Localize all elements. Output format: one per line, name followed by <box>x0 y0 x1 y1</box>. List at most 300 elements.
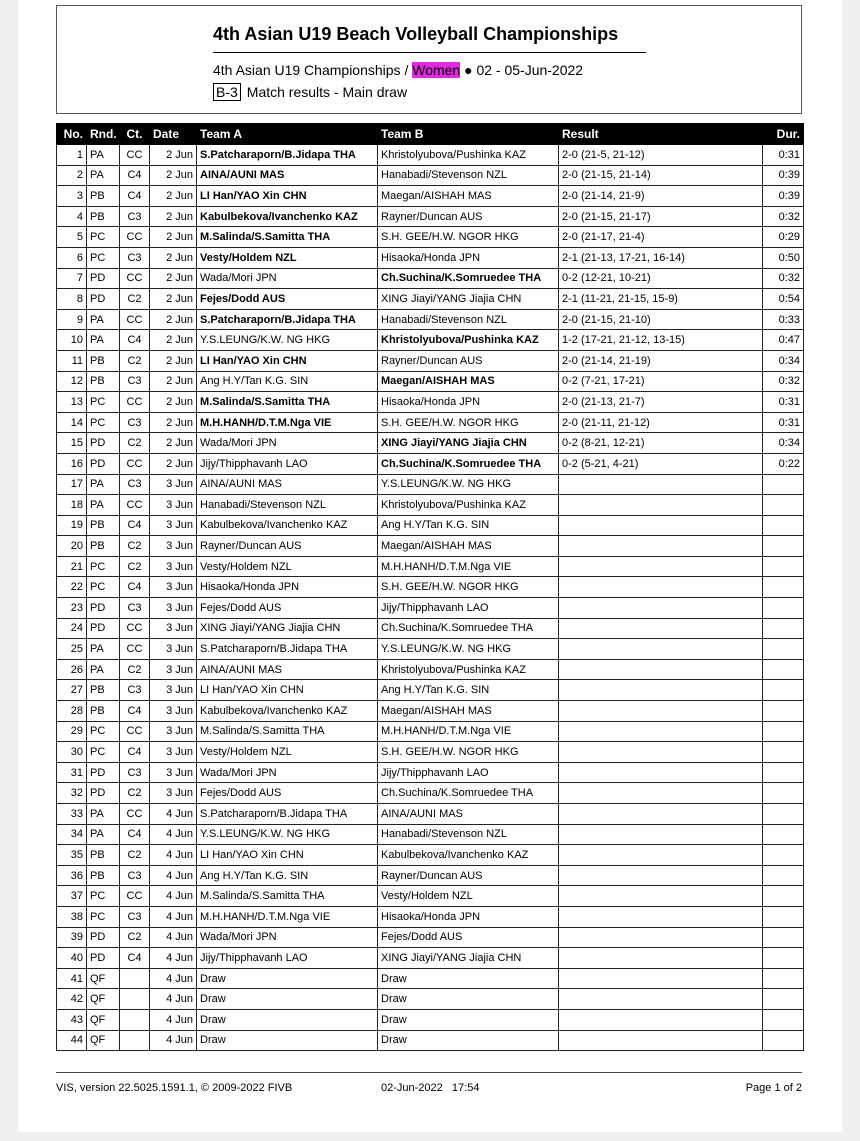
result-cell: 2-0 (21-15, 21-14) <box>559 165 763 186</box>
team-a-cell: Hanabadi/Stevenson NZL <box>197 495 378 516</box>
duration-cell: 0:32 <box>763 371 804 392</box>
duration-cell <box>763 886 804 907</box>
table-row <box>57 371 804 392</box>
result-cell <box>559 639 763 660</box>
match-date-cell: 4 Jun <box>150 865 197 886</box>
team-b-cell: Maegan/AISHAH MAS <box>378 536 559 557</box>
team-b-cell: AINA/AUNI MAS <box>378 804 559 825</box>
duration-cell <box>763 906 804 927</box>
duration-cell <box>763 989 804 1010</box>
team-b-cell: S.H. GEE/H.W. NGOR HKG <box>378 227 559 248</box>
match-number-cell: 5 <box>57 227 87 248</box>
round-cell: PC <box>87 742 120 763</box>
table-row <box>57 495 804 516</box>
team-b-cell: Hisaoka/Honda JPN <box>378 392 559 413</box>
table-row <box>57 433 804 454</box>
match-number-cell: 38 <box>57 906 87 927</box>
court-cell: C4 <box>120 824 150 845</box>
result-cell: 2-0 (21-5, 21-12) <box>559 145 763 166</box>
duration-cell <box>763 536 804 557</box>
table-row <box>57 145 804 166</box>
column-header-round: Rnd. <box>87 124 120 145</box>
team-a-cell: M.Salinda/S.Samitta THA <box>197 886 378 907</box>
round-cell: PC <box>87 721 120 742</box>
court-cell: CC <box>120 453 150 474</box>
court-cell: CC <box>120 618 150 639</box>
table-row <box>57 783 804 804</box>
team-a-cell: LI Han/YAO Xin CHN <box>197 350 378 371</box>
result-cell <box>559 783 763 804</box>
duration-cell <box>763 824 804 845</box>
match-date-cell: 3 Jun <box>150 536 197 557</box>
team-b-cell: Y.S.LEUNG/K.W. NG HKG <box>378 639 559 660</box>
team-b-cell: Hanabadi/Stevenson NZL <box>378 165 559 186</box>
team-b-cell: Y.S.LEUNG/K.W. NG HKG <box>378 474 559 495</box>
result-cell: 2-0 (21-11, 21-12) <box>559 412 763 433</box>
table-row <box>57 186 804 207</box>
team-b-cell: Jijy/Thipphavanh LAO <box>378 762 559 783</box>
result-cell <box>559 742 763 763</box>
table-row <box>57 886 804 907</box>
match-number-cell: 13 <box>57 392 87 413</box>
court-cell: C3 <box>120 680 150 701</box>
court-cell: C2 <box>120 845 150 866</box>
table-row <box>57 474 804 495</box>
table-row <box>57 845 804 866</box>
duration-cell <box>763 762 804 783</box>
result-cell <box>559 721 763 742</box>
match-date-cell: 4 Jun <box>150 1030 197 1051</box>
table-row <box>57 762 804 783</box>
team-a-cell: Ang H.Y/Tan K.G. SIN <box>197 865 378 886</box>
team-b-cell: Maegan/AISHAH MAS <box>378 186 559 207</box>
round-cell: PB <box>87 206 120 227</box>
table-row <box>57 268 804 289</box>
result-cell: 2-0 (21-14, 21-19) <box>559 350 763 371</box>
duration-cell: 0:31 <box>763 412 804 433</box>
round-cell: PB <box>87 865 120 886</box>
duration-cell <box>763 618 804 639</box>
match-number-cell: 4 <box>57 206 87 227</box>
round-cell: PB <box>87 845 120 866</box>
match-number-cell: 14 <box>57 412 87 433</box>
match-number-cell: 21 <box>57 556 87 577</box>
round-cell: QF <box>87 1030 120 1051</box>
court-cell: C2 <box>120 556 150 577</box>
competition-dates: ● 02 - 05-Jun-2022 <box>460 62 584 78</box>
round-cell: PD <box>87 783 120 804</box>
table-row <box>57 742 804 763</box>
match-date-cell: 2 Jun <box>150 165 197 186</box>
match-number-cell: 40 <box>57 948 87 969</box>
match-number-cell: 16 <box>57 453 87 474</box>
team-a-cell: LI Han/YAO Xin CHN <box>197 845 378 866</box>
court-cell: C3 <box>120 598 150 619</box>
team-b-cell: Hanabadi/Stevenson NZL <box>378 824 559 845</box>
result-cell: 1-2 (17-21, 21-12, 13-15) <box>559 330 763 351</box>
duration-cell: 0:34 <box>763 350 804 371</box>
court-cell: C2 <box>120 433 150 454</box>
team-b-cell: M.H.HANH/D.T.M.Nga VIE <box>378 556 559 577</box>
match-date-cell: 4 Jun <box>150 1009 197 1030</box>
duration-cell <box>763 680 804 701</box>
match-number-cell: 17 <box>57 474 87 495</box>
match-date-cell: 4 Jun <box>150 804 197 825</box>
match-date-cell: 3 Jun <box>150 701 197 722</box>
duration-cell: 0:39 <box>763 186 804 207</box>
round-cell: PB <box>87 515 120 536</box>
match-date-cell: 3 Jun <box>150 618 197 639</box>
round-cell: PB <box>87 536 120 557</box>
result-cell <box>559 536 763 557</box>
duration-cell <box>763 639 804 660</box>
result-cell <box>559 865 763 886</box>
result-cell <box>559 701 763 722</box>
duration-cell: 0:39 <box>763 165 804 186</box>
column-header-date: Date <box>150 124 197 145</box>
result-cell <box>559 927 763 948</box>
team-a-cell: Kabulbekova/Ivanchenko KAZ <box>197 515 378 536</box>
team-a-cell: Vesty/Holdem NZL <box>197 742 378 763</box>
table-row <box>57 515 804 536</box>
round-cell: PD <box>87 268 120 289</box>
team-a-cell: Draw <box>197 1030 378 1051</box>
team-a-cell: Jijy/Thipphavanh LAO <box>197 453 378 474</box>
duration-cell <box>763 701 804 722</box>
match-date-cell: 3 Jun <box>150 495 197 516</box>
match-number-cell: 11 <box>57 350 87 371</box>
round-cell: PB <box>87 350 120 371</box>
duration-cell <box>763 721 804 742</box>
match-date-cell: 4 Jun <box>150 927 197 948</box>
column-header-team-a: Team A <box>197 124 378 145</box>
court-cell: C3 <box>120 371 150 392</box>
match-number-cell: 10 <box>57 330 87 351</box>
round-cell: PC <box>87 886 120 907</box>
duration-cell <box>763 783 804 804</box>
column-header-court: Ct. <box>120 124 150 145</box>
match-date-cell: 2 Jun <box>150 412 197 433</box>
result-cell <box>559 495 763 516</box>
court-cell: C2 <box>120 536 150 557</box>
team-b-cell: Hanabadi/Stevenson NZL <box>378 309 559 330</box>
table-row <box>57 659 804 680</box>
team-b-cell: Hisaoka/Honda JPN <box>378 906 559 927</box>
team-b-cell: Ch.Suchina/K.Somruedee THA <box>378 783 559 804</box>
round-cell: PA <box>87 330 120 351</box>
round-cell: PB <box>87 371 120 392</box>
duration-cell <box>763 865 804 886</box>
round-cell: PC <box>87 247 120 268</box>
team-b-cell: S.H. GEE/H.W. NGOR HKG <box>378 412 559 433</box>
match-number-cell: 35 <box>57 845 87 866</box>
match-date-cell: 3 Jun <box>150 721 197 742</box>
duration-cell <box>763 742 804 763</box>
team-b-cell: Rayner/Duncan AUS <box>378 206 559 227</box>
match-number-cell: 25 <box>57 639 87 660</box>
document-title: 4th Asian U19 Beach Volleyball Championships <box>213 24 619 44</box>
match-date-cell: 4 Jun <box>150 824 197 845</box>
round-cell: QF <box>87 1009 120 1030</box>
round-cell: PC <box>87 906 120 927</box>
competition-line <box>213 62 583 78</box>
team-a-cell: Kabulbekova/Ivanchenko KAZ <box>197 701 378 722</box>
match-number-cell: 27 <box>57 680 87 701</box>
team-a-cell: Y.S.LEUNG/K.W. NG HKG <box>197 824 378 845</box>
table-row <box>57 721 804 742</box>
round-cell: PC <box>87 412 120 433</box>
team-b-cell: Ch.Suchina/K.Somruedee THA <box>378 453 559 474</box>
match-number-cell: 2 <box>57 165 87 186</box>
court-cell: C3 <box>120 206 150 227</box>
court-cell: C4 <box>120 948 150 969</box>
team-b-cell: XING Jiayi/YANG Jiajia CHN <box>378 948 559 969</box>
match-date-cell: 2 Jun <box>150 371 197 392</box>
result-cell: 2-0 (21-13, 21-7) <box>559 392 763 413</box>
table-row <box>57 968 804 989</box>
match-date-cell: 3 Jun <box>150 556 197 577</box>
result-cell <box>559 556 763 577</box>
match-number-cell: 19 <box>57 515 87 536</box>
table-row <box>57 824 804 845</box>
match-date-cell: 4 Jun <box>150 886 197 907</box>
result-cell: 0-2 (5-21, 4-21) <box>559 453 763 474</box>
team-a-cell: XING Jiayi/YANG Jiajia CHN <box>197 618 378 639</box>
team-a-cell: Draw <box>197 1009 378 1030</box>
round-cell: PA <box>87 495 120 516</box>
match-number-cell: 12 <box>57 371 87 392</box>
team-a-cell: AINA/AUNI MAS <box>197 165 378 186</box>
duration-cell <box>763 948 804 969</box>
team-b-cell: Fejes/Dodd AUS <box>378 927 559 948</box>
court-cell: C3 <box>120 762 150 783</box>
duration-cell <box>763 968 804 989</box>
table-row <box>57 618 804 639</box>
column-header-team-b: Team B <box>378 124 559 145</box>
round-cell: QF <box>87 968 120 989</box>
document-header <box>56 5 802 114</box>
round-cell: PC <box>87 227 120 248</box>
court-cell: C4 <box>120 330 150 351</box>
team-a-cell: S.Patcharaporn/B.Jidapa THA <box>197 804 378 825</box>
team-b-cell: Ch.Suchina/K.Somruedee THA <box>378 618 559 639</box>
duration-cell <box>763 577 804 598</box>
match-number-cell: 18 <box>57 495 87 516</box>
title-divider <box>213 52 646 53</box>
duration-cell <box>763 515 804 536</box>
match-date-cell: 4 Jun <box>150 845 197 866</box>
match-date-cell: 2 Jun <box>150 330 197 351</box>
duration-cell <box>763 1009 804 1030</box>
table-row <box>57 598 804 619</box>
team-a-cell: M.Salinda/S.Samitta THA <box>197 392 378 413</box>
team-b-cell: Khristolyubova/Pushinka KAZ <box>378 330 559 351</box>
team-a-cell: LI Han/YAO Xin CHN <box>197 680 378 701</box>
match-date-cell: 3 Jun <box>150 639 197 660</box>
result-cell <box>559 968 763 989</box>
result-cell: 2-0 (21-15, 21-17) <box>559 206 763 227</box>
team-a-cell: S.Patcharaporn/B.Jidapa THA <box>197 309 378 330</box>
match-date-cell: 3 Jun <box>150 783 197 804</box>
team-b-cell: Ang H.Y/Tan K.G. SIN <box>378 680 559 701</box>
duration-cell: 0:31 <box>763 392 804 413</box>
table-row <box>57 206 804 227</box>
court-cell: CC <box>120 392 150 413</box>
table-row <box>57 1009 804 1030</box>
team-b-cell: Rayner/Duncan AUS <box>378 350 559 371</box>
table-row <box>57 247 804 268</box>
team-b-cell: S.H. GEE/H.W. NGOR HKG <box>378 577 559 598</box>
round-cell: PA <box>87 804 120 825</box>
duration-cell <box>763 474 804 495</box>
document-type: Match results - Main draw <box>246 84 408 100</box>
round-cell: PA <box>87 639 120 660</box>
team-b-cell: Ang H.Y/Tan K.G. SIN <box>378 515 559 536</box>
duration-cell: 0:31 <box>763 145 804 166</box>
round-cell: PB <box>87 680 120 701</box>
result-cell: 2-1 (21-13, 17-21, 16-14) <box>559 247 763 268</box>
match-number-cell: 23 <box>57 598 87 619</box>
table-row <box>57 330 804 351</box>
match-number-cell: 3 <box>57 186 87 207</box>
match-number-cell: 42 <box>57 989 87 1010</box>
match-number-cell: 34 <box>57 824 87 845</box>
result-cell <box>559 680 763 701</box>
court-cell: C4 <box>120 701 150 722</box>
duration-cell <box>763 804 804 825</box>
footer-divider <box>56 1072 802 1073</box>
match-date-cell: 3 Jun <box>150 762 197 783</box>
round-cell: PA <box>87 659 120 680</box>
court-cell: C2 <box>120 350 150 371</box>
match-number-cell: 28 <box>57 701 87 722</box>
duration-cell <box>763 598 804 619</box>
round-cell: PC <box>87 556 120 577</box>
match-number-cell: 41 <box>57 968 87 989</box>
table-row <box>57 350 804 371</box>
result-cell <box>559 824 763 845</box>
result-cell: 0-2 (7-21, 17-21) <box>559 371 763 392</box>
team-a-cell: Fejes/Dodd AUS <box>197 289 378 310</box>
result-cell <box>559 474 763 495</box>
document-code: B-3 <box>213 83 241 101</box>
result-cell <box>559 886 763 907</box>
round-cell: PA <box>87 165 120 186</box>
table-row <box>57 948 804 969</box>
team-a-cell: Fejes/Dodd AUS <box>197 783 378 804</box>
round-cell: PD <box>87 453 120 474</box>
duration-cell: 0:29 <box>763 227 804 248</box>
table-row <box>57 680 804 701</box>
duration-cell: 0:32 <box>763 206 804 227</box>
round-cell: PD <box>87 618 120 639</box>
team-a-cell: M.Salinda/S.Samitta THA <box>197 721 378 742</box>
result-cell <box>559 804 763 825</box>
result-cell <box>559 948 763 969</box>
table-row <box>57 289 804 310</box>
match-date-cell: 4 Jun <box>150 948 197 969</box>
table-row <box>57 804 804 825</box>
team-a-cell: Wada/Mori JPN <box>197 433 378 454</box>
team-b-cell: Draw <box>378 968 559 989</box>
match-date-cell: 2 Jun <box>150 433 197 454</box>
match-number-cell: 22 <box>57 577 87 598</box>
team-a-cell: Vesty/Holdem NZL <box>197 247 378 268</box>
match-number-cell: 33 <box>57 804 87 825</box>
match-number-cell: 24 <box>57 618 87 639</box>
table-row <box>57 536 804 557</box>
team-a-cell: S.Patcharaporn/B.Jidapa THA <box>197 639 378 660</box>
duration-cell: 0:47 <box>763 330 804 351</box>
table-row <box>57 412 804 433</box>
team-a-cell: M.Salinda/S.Samitta THA <box>197 227 378 248</box>
team-a-cell: M.H.HANH/D.T.M.Nga VIE <box>197 412 378 433</box>
court-cell: C3 <box>120 247 150 268</box>
table-row <box>57 392 804 413</box>
match-results-table <box>56 123 804 1051</box>
court-cell: CC <box>120 145 150 166</box>
duration-cell: 0:50 <box>763 247 804 268</box>
match-date-cell: 2 Jun <box>150 268 197 289</box>
round-cell: PA <box>87 145 120 166</box>
match-number-cell: 37 <box>57 886 87 907</box>
result-cell <box>559 598 763 619</box>
round-cell: PB <box>87 701 120 722</box>
court-cell: CC <box>120 227 150 248</box>
match-number-cell: 43 <box>57 1009 87 1030</box>
table-row <box>57 165 804 186</box>
court-cell <box>120 1009 150 1030</box>
footer-page-number: Page 1 of 2 <box>745 1082 802 1094</box>
round-cell: PA <box>87 474 120 495</box>
match-date-cell: 2 Jun <box>150 309 197 330</box>
match-date-cell: 2 Jun <box>150 289 197 310</box>
round-cell: PD <box>87 762 120 783</box>
match-date-cell: 2 Jun <box>150 186 197 207</box>
match-number-cell: 32 <box>57 783 87 804</box>
court-cell: C2 <box>120 927 150 948</box>
match-number-cell: 36 <box>57 865 87 886</box>
result-cell <box>559 515 763 536</box>
team-b-cell: Maegan/AISHAH MAS <box>378 371 559 392</box>
result-cell <box>559 845 763 866</box>
team-b-cell: Ch.Suchina/K.Somruedee THA <box>378 268 559 289</box>
round-cell: PD <box>87 433 120 454</box>
match-date-cell: 2 Jun <box>150 206 197 227</box>
court-cell: C3 <box>120 474 150 495</box>
court-cell <box>120 989 150 1010</box>
table-row <box>57 865 804 886</box>
court-cell: C4 <box>120 186 150 207</box>
team-a-cell: AINA/AUNI MAS <box>197 474 378 495</box>
match-number-cell: 39 <box>57 927 87 948</box>
match-date-cell: 3 Jun <box>150 474 197 495</box>
document-type-line <box>213 84 407 100</box>
court-cell: CC <box>120 886 150 907</box>
duration-cell: 0:34 <box>763 433 804 454</box>
team-b-cell: Khristolyubova/Pushinka KAZ <box>378 659 559 680</box>
duration-cell: 0:32 <box>763 268 804 289</box>
result-cell <box>559 1009 763 1030</box>
team-b-cell: Khristolyubova/Pushinka KAZ <box>378 145 559 166</box>
team-b-cell: Draw <box>378 989 559 1010</box>
match-date-cell: 4 Jun <box>150 968 197 989</box>
match-date-cell: 3 Jun <box>150 680 197 701</box>
team-b-cell: Kabulbekova/Ivanchenko KAZ <box>378 845 559 866</box>
court-cell <box>120 968 150 989</box>
court-cell: C3 <box>120 412 150 433</box>
table-row <box>57 556 804 577</box>
